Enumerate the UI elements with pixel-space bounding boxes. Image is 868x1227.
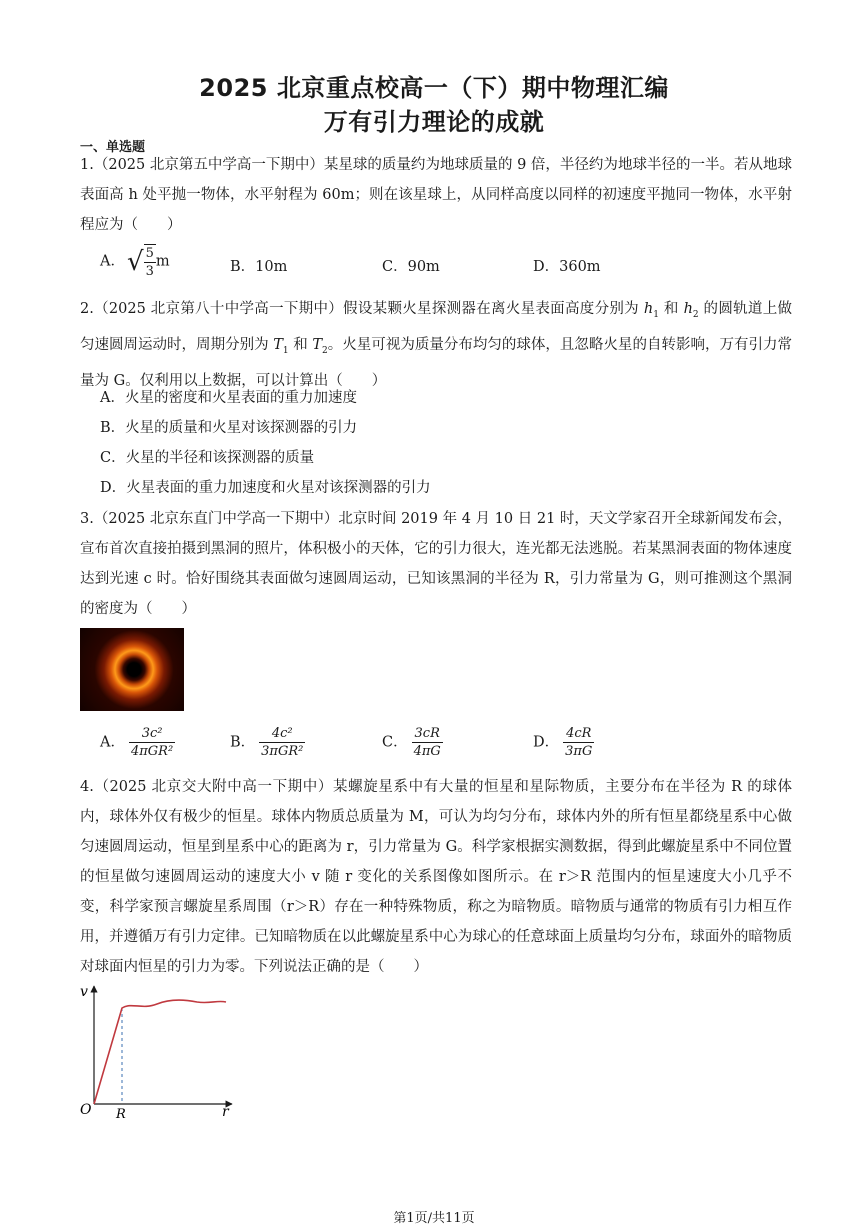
q1-a-unit: m — [155, 253, 170, 270]
y-axis-label: v — [80, 984, 88, 1000]
q3-c-label: C． — [382, 734, 408, 751]
q2-text-pre: 2.（2025 北京第八十中学高一下期中）假设某颗火星探测器在离火星表面高度分别为 — [80, 301, 644, 317]
q2-h1-sub: 1 — [653, 309, 659, 320]
document-title: 2025 北京重点校高一（下）期中物理汇编 — [199, 74, 669, 102]
q3-a-numerator: 3c² — [129, 726, 175, 743]
black-hole-photo — [80, 628, 184, 711]
q3-b-denominator: 3πGR² — [261, 744, 304, 759]
q3-a-denominator: 4πGR² — [130, 744, 174, 759]
q3-a-label: A． — [100, 734, 125, 751]
R-tick-label: R — [116, 1107, 126, 1120]
q1-option-a — [100, 244, 170, 279]
page-footer: 第1页/共11页 — [393, 1211, 475, 1226]
origin-label: O — [80, 1102, 92, 1118]
q2-t1: T — [273, 336, 283, 353]
q3-d-label: D． — [533, 734, 560, 751]
q2-h1: h — [643, 301, 654, 317]
q2-h2: h — [683, 301, 693, 317]
velocity-curve — [94, 1000, 226, 1104]
question-2-text — [80, 294, 792, 396]
q3-c-numerator: 3cR — [412, 726, 443, 743]
q1-a-numerator: 5 — [145, 246, 154, 261]
document-subtitle: 万有引力理论的成就 — [323, 108, 545, 136]
q2-t2-sub: 2 — [322, 345, 328, 356]
q3-option-b — [230, 726, 305, 759]
q1-option-c: C．90m — [382, 259, 440, 275]
question-1-text: 1.（2025 北京第五中学高一下期中）某星球的质量约为地球质量的 9 倍，半径约为地球半径的一半。若从地球表面高 h 处平抛一物体，水平射程为 60m；则在该星球上，从同样高度以同样的初速度平抛同一物体，水平射程应为（ ） — [80, 157, 792, 233]
q2-and-1: 和 — [658, 301, 684, 317]
q3-option-c — [382, 726, 443, 759]
q1-option-d: D．360m — [533, 259, 601, 275]
q1-a-denominator: 3 — [145, 264, 154, 279]
q3-b-numerator: 4c² — [259, 726, 305, 743]
question-3-text: 3.（2025 北京东直门中学高一下期中）北京时间 2019 年 4 月 10 日 21 时，天文学家召开全球新闻发布会，宣布首次直接拍摄到黑洞的照片，体积极小的天体，它的引力很大，连光都无法逃脱。若某黑洞表面的物体速度达到光速 c 时。恰好围绕其表面做匀速圆周运动，已知该黑洞的半径为 R，引力常量为 G，则可推测这个黑洞的密度为（ ） — [80, 511, 792, 617]
q3-b-label: B． — [230, 734, 256, 751]
q3-d-numerator: 4cR — [563, 726, 594, 743]
q3-option-d — [533, 726, 594, 759]
q2-t1-sub: 1 — [282, 345, 289, 356]
q3-option-a — [100, 726, 175, 759]
q1-option-a-label: A． — [100, 253, 125, 270]
q3-d-denominator: 3πG — [565, 744, 593, 759]
q1-option-b: B．10m — [230, 259, 288, 275]
q2-text-post: 。火星可视为质量分布均匀的球体，且忽略火星的自转影响，万有引力常量为 G。仅利用以上数据，可以计算出（ ） — [80, 336, 793, 389]
q2-option-b: B．火星的质量和火星对该探测器的引力 — [100, 420, 358, 436]
x-axis-label: r — [222, 1104, 229, 1120]
q2-option-a: A．火星的密度和火星表面的重力加速度 — [100, 390, 357, 406]
q2-h2-sub: 2 — [692, 309, 699, 320]
q2-option-d: D．火星表面的重力加速度和火星对该探测器的引力 — [100, 480, 431, 496]
q2-and-2: 和 — [288, 336, 313, 353]
section-heading: 一、单选题 — [80, 140, 146, 155]
q3-c-denominator: 4πG — [413, 744, 441, 759]
q2-t2: T — [312, 336, 323, 353]
question-4-text: 4.（2025 北京交大附中高一下期中）某螺旋星系中有大量的恒星和星际物质，主要分布在半径为 R 的球体内，球体外仅有极少的恒星。球体内物质总质量为 M，可认为均匀分布，球体内外的所有恒星都绕星系中心做匀速圆周运动，恒星到星系中心的距离为 r，引力常量为 G。科学家根据实测数据，得到此螺旋星系中不同位置的恒星做匀速圆周运动的速度大小 v 随 r 变化的关系图像如图所示。在 r＞R 范围内的恒星速度大小几乎不变，科学家预言螺旋星系周围（r＞R）存在一种特殊物质，称之为暗物质。暗物质与通常的物质有引力相互作用，并遵循万有引力定律。已知暗物质在以此螺旋星系中心为球心的任意球面上质量均匀分布，球面外的暗物质对球面内恒星的引力为零。下列说法正确的是（ ） — [80, 779, 792, 975]
v-r-graph — [72, 980, 242, 1120]
sqrt-symbol: √ $\frac{5}{3}$ — [126, 246, 154, 279]
q2-text-mid: 的圆轨道上做匀速圆周运动时，周期分别为 — [80, 301, 793, 353]
q2-option-c: C．火星的半径和该探测器的质量 — [100, 450, 315, 466]
